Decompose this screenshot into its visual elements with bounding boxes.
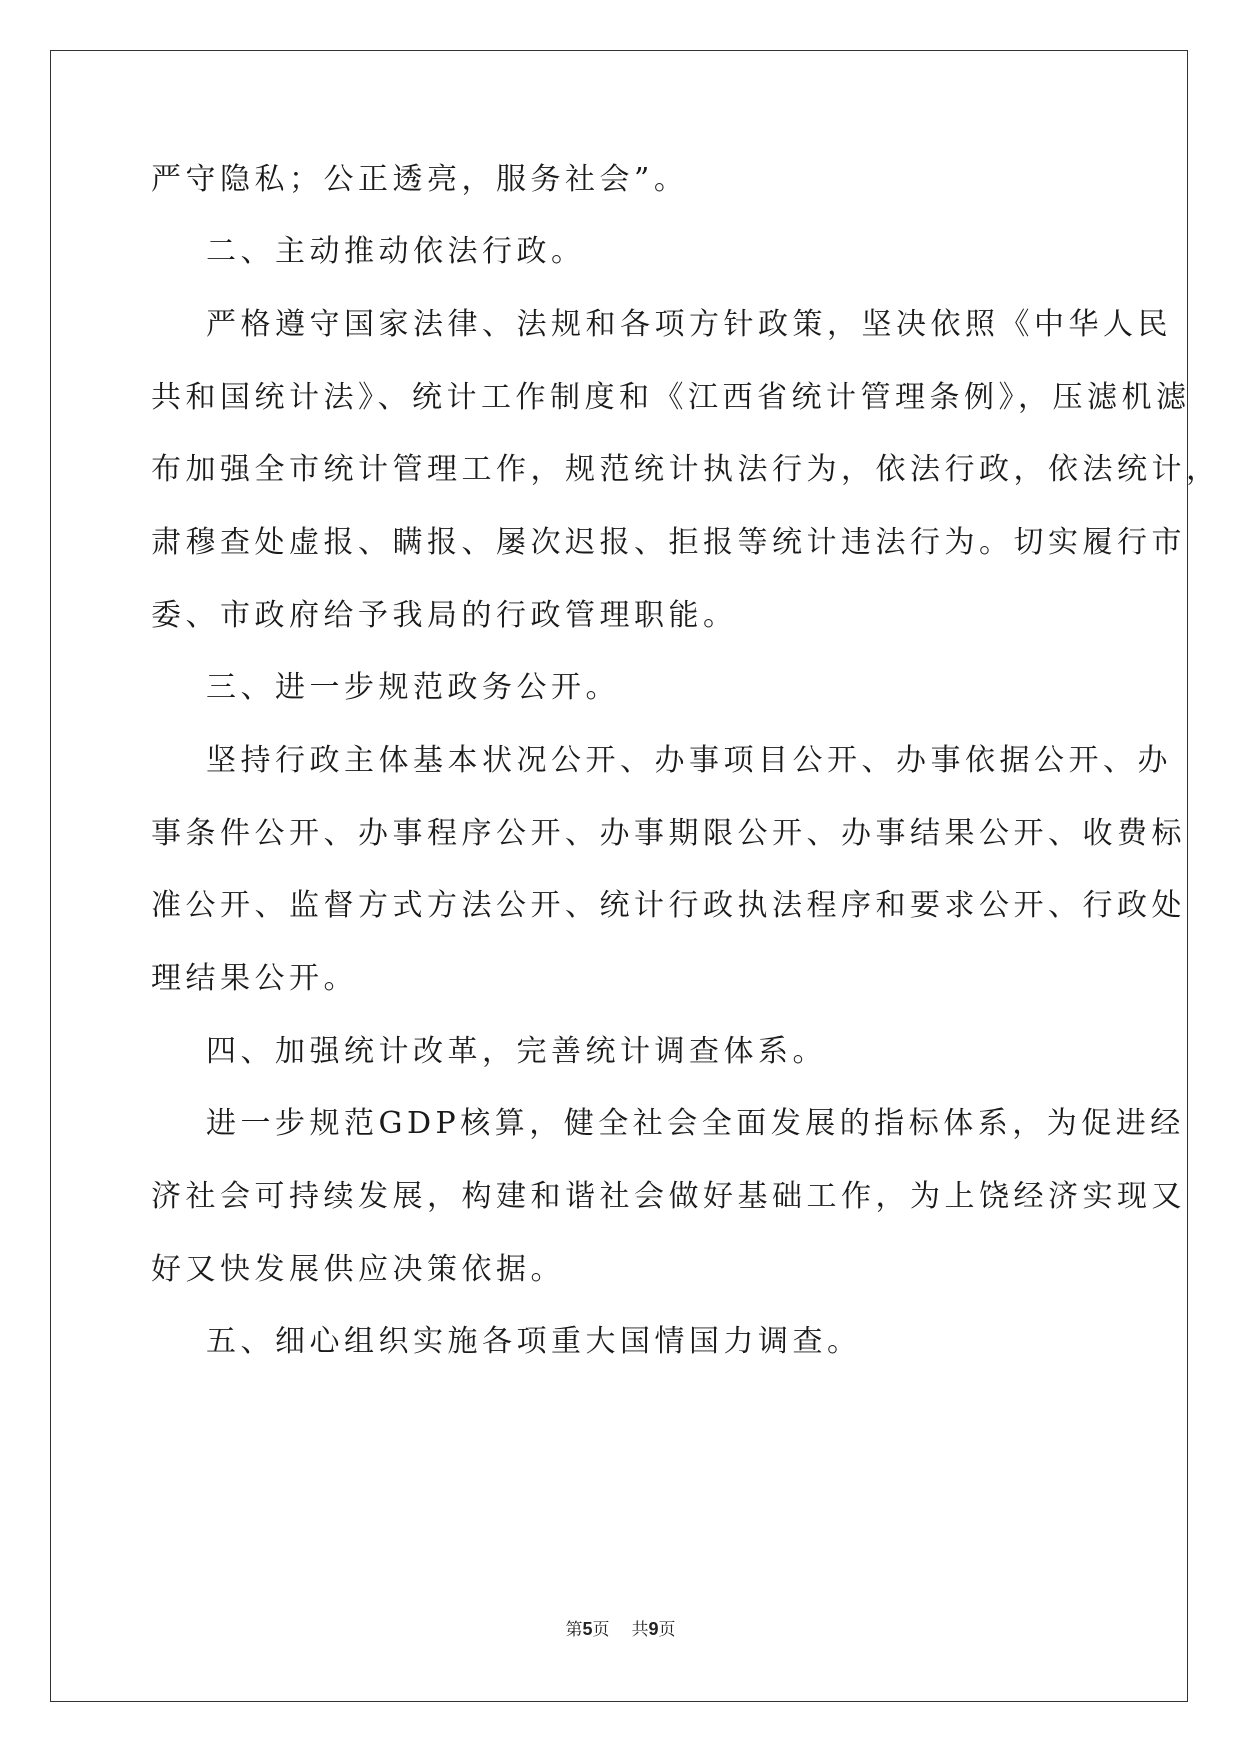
- total-suffix: 页: [658, 1620, 676, 1640]
- text-line: 理结果公开。: [151, 961, 358, 996]
- section-heading: 二、主动推动依法行政。: [206, 234, 586, 269]
- page-suffix: 页: [592, 1620, 610, 1640]
- text-line: 布加强全市统计管理工作，规范统计执法行为，依法行政，依法统计，: [151, 452, 1221, 487]
- text-line: 肃穆查处虚报、瞒报、屡次迟报、拒报等统计违法行为。切实履行市: [151, 525, 1186, 560]
- text-line: 坚持行政主体基本状况公开、办事项目公开、办事依据公开、办: [206, 743, 1172, 778]
- section-heading: 五、细心组织实施各项重大国情国力调查。: [206, 1324, 862, 1359]
- total-prefix: 共: [631, 1620, 649, 1640]
- text-line: 事条件公开、办事程序公开、办事期限公开、办事结果公开、收费标: [151, 816, 1186, 851]
- text-line: 进一步规范GDP核算，健全社会全面发展的指标体系，为促进经: [206, 1106, 1185, 1141]
- page-prefix: 第: [565, 1620, 583, 1640]
- section-heading: 四、加强统计改革，完善统计调查体系。: [206, 1034, 827, 1069]
- text-line: 共和国统计法》、统计工作制度和《江西省统计管理条例》，压滤机滤: [151, 380, 1191, 415]
- page-total: 9: [648, 1619, 659, 1639]
- page-border: [50, 50, 1188, 1702]
- text-line: 准公开、监督方式方法公开、统计行政执法程序和要求公开、行政处: [151, 888, 1186, 923]
- text-line: 委、市政府给予我局的行政管理职能。: [151, 598, 738, 633]
- page-footer: [0, 1618, 1241, 1641]
- text-line: 好又快发展供应决策依据。: [151, 1252, 565, 1287]
- section-heading: 三、进一步规范政务公开。: [206, 670, 620, 705]
- text-line: 济社会可持续发展，构建和谐社会做好基础工作，为上饶经济实现又: [151, 1179, 1186, 1214]
- page-current: 5: [582, 1619, 593, 1639]
- text-line: 严守隐私；公正透亮，服务社会”。: [151, 162, 689, 197]
- text-line: 严格遵守国家法律、法规和各项方针政策，坚决依照《中华人民: [206, 307, 1172, 342]
